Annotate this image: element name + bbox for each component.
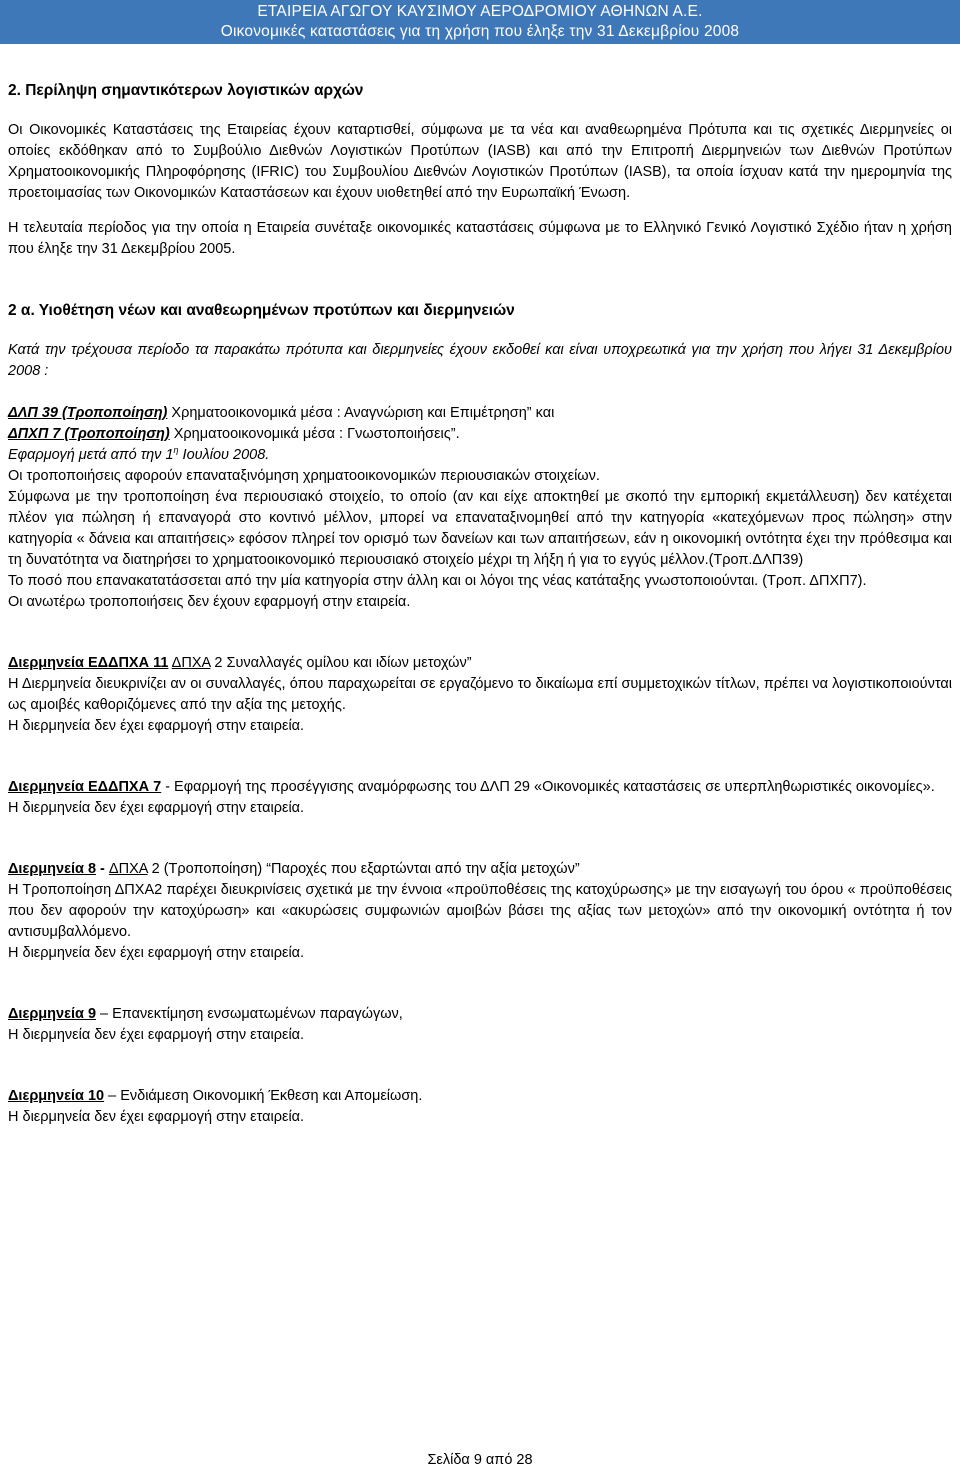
effective-date-month: Ιουλίου 2008. <box>178 447 270 463</box>
section-2-paragraph-1: Οι Οικονομικές Καταστάσεις της Εταιρείας έχουν καταρτισθεί, σύμφωνα με τα νέα και αναθεωρημένα Πρότυπα και τις σχετικές Διερμηνείες οι οποίες εκδόθηκαν από το Συμβούλιο Διεθνών Λογιστικών Προτύπων (IASB) και από την Επιτροπή Διερμηνειών των Διεθνών Προτύπων Χρηματοοικονομικής Πληροφόρησης (IFRIC) του Συμβουλίου Διεθνών Λογιστικών Προτύπων (IASB), τα οποία ίσχυαν κατά την ημερομηνία της προετοιμασίας των Οικονομικών Καταστάσεων και έχουν υιοθετηθεί από την Ευρωπαϊκή Ένωση. <box>8 122 952 201</box>
ias39-label: ΔΛΠ 39 (Τροποποίηση) <box>8 405 168 421</box>
ifric8-body: Η Τροποποίηση ΔΠΧΑ2 παρέχει διευκρινίσεις σχετικά με την έννοια «προϋποθέσεις της κατοχύρωσης» με την εισαγωγή του όρου « προϋποθέσεις που δεν αφορούν την κατοχύρωση» και «ακυρώσεις συμφωνιών αμοιβών βάσει της αξίας των μετοχών» από την οικονομική οντότητα ή τον αντισυμβαλλόμενο. <box>8 882 952 940</box>
section-2a-title: 2 α. Υιοθέτηση νέων και αναθεωρημένων προτύπων και διερμηνειών <box>8 302 515 319</box>
amendment-applicability: Οι ανωτέρω τροποποιήσεις δεν έχουν εφαρμογή στην εταιρεία. <box>8 594 411 610</box>
ifric9-title: – Επανεκτίμηση ενσωματωμένων παραγώγων, <box>96 1006 403 1022</box>
amendment-disclosure: Το ποσό που επανακατατάσσεται από την μία κατηγορία στην άλλη και οι λόγοι της νέας κατάταξης γνωστοποιούνται. (Τροπ. ΔΠΧΠ7). <box>8 573 867 589</box>
document-header <box>0 0 960 44</box>
ifric11-body: Η Διερμηνεία διευκρινίζει αν οι συναλλαγές, όπου παραχωρείται σε εργαζόμενο το δικαίωμα επί συμμετοχικών τίτλων, πρέπει να λογιστικοποιούνται ως αμοιβές καθοριζόμενες από την αξία της μετοχής. <box>8 676 952 713</box>
ifric10-label: Διερμηνεία 10 <box>8 1088 105 1104</box>
ifrs7-text: Χρηματοοικονομικά μέσα : Γνωστοποιήσεις”. <box>169 426 460 442</box>
section-2-paragraph-2: Η τελευταία περίοδος για την οποία η Εταιρεία συνέταξε οικονομικές καταστάσεις σύμφωνα με το Ελληνικό Γενικό Λογιστικό Σχέδιο ήταν η χρήση που έληξε την 31 Δεκεμβρίου 2005. <box>8 220 952 257</box>
effective-date-text: Εφαρμογή μετά από την 1 <box>8 447 174 463</box>
ifric9-note: Η διερμηνεία δεν έχει εφαρμογή στην εταιρεία. <box>8 1027 305 1043</box>
ifric10-note: Η διερμηνεία δεν έχει εφαρμογή στην εταιρεία. <box>8 1109 305 1125</box>
section-2a-intro: Κατά την τρέχουσα περίοδο τα παρακάτω πρότυπα και διερμηνείες έχουν εκδοθεί και είναι υποχρεωτικά για την χρήση που λήγει 31 Δεκεμβρίου 2008 : <box>8 342 952 379</box>
ifric9-heading <box>8 1004 952 1025</box>
ifric8-title: 2 (Τροποποίηση) “Παροχές που εξαρτώνται από την αξία μετοχών” <box>147 861 580 877</box>
ifric7-title: - Εφαρμογή της προσέγγισης αναμόρφωσης του ΔΛΠ 29 «Οικονομικές καταστάσεις σε υπερπληθωριστικές οικονομίες». <box>161 779 935 795</box>
ifric9-label: Διερμηνεία 9 <box>8 1006 97 1022</box>
ifric8-ref: ΔΠΧΑ <box>108 861 148 877</box>
ifric10-heading <box>8 1086 952 1107</box>
amendment-detail: Σύμφωνα με την τροποποίηση ένα περιουσιακό στοιχείο, το οποίο (αν και είχε αποκτηθεί με σκοπό την εμπορική εκμετάλλευση) δεν κατέχεται πλέον για πώληση ή επαναγορά στο κοντινό μέλλον, μπορεί να επαναταξινομηθεί από την κατηγορία «κατεχόμενων προς πώληση» στην κατηγορία « δάνεια και απαιτήσεις» εφόσον πληρεί τον ορισμό των δανείων και των απαιτήσεων, εάν η οικονομική οντότητα έχει την πρόθεσιμα και τη δυνατότητα να διατηρήσει το χρηματοοικονομικό περιουσιακό στοιχείο μέχρι τη λήξη ή για το εγγύς μέλλον.(Τροπ.ΔΛΠ39) <box>8 489 952 568</box>
page-body <box>8 80 952 1128</box>
ifric11-label: Διερμηνεία ΕΔΔΠΧΑ 11 <box>8 655 169 671</box>
company-name: ΕΤΑΙΡΕΙΑ ΑΓΩΓΟΥ ΚΑΥΣΙΜΟΥ ΑΕΡΟΔΡΟΜΙΟΥ ΑΘΗΝΩΝ Α.Ε. <box>257 3 703 20</box>
amendment-summary: Οι τροποποιήσεις αφορούν επαναταξινόμηση χρηματοοικονομικών περιουσιακών στοιχείων. <box>8 468 600 484</box>
ifrs7-label: ΔΠΧΠ 7 (Τροποποίηση) <box>8 426 170 442</box>
ifric11-ref: ΔΠΧΑ <box>171 655 211 671</box>
ifric7-heading <box>8 777 952 798</box>
ifric8-heading <box>8 859 952 880</box>
ifric7-note: Η διερμηνεία δεν έχει εφαρμογή στην εταιρεία. <box>8 800 305 816</box>
ifric11-title: 2 Συναλλαγές ομίλου και ιδίων μετοχών” <box>210 655 472 671</box>
effective-date-sup: η <box>173 445 179 456</box>
report-subtitle: Οικονομικές καταστάσεις για τη χρήση που έληξε την 31 Δεκεμβρίου 2008 <box>220 23 740 40</box>
ifric8-label: Διερμηνεία 8 <box>8 861 97 877</box>
ifric8-note: Η διερμηνεία δεν έχει εφαρμογή στην εταιρεία. <box>8 945 305 961</box>
effective-date-line <box>8 445 952 466</box>
ifric8-dash: - <box>96 861 109 877</box>
ifric11-heading <box>8 653 952 674</box>
ifrs7-line <box>8 424 952 445</box>
ifric11-note: Η διερμηνεία δεν έχει εφαρμογή στην εταιρεία. <box>8 718 305 734</box>
ifric10-title: – Ενδιάμεση Οικονομική Έκθεση και Απομείωση. <box>104 1088 423 1104</box>
ias39-text: Χρηματοοικονομικά μέσα : Αναγνώριση και Επιμέτρηση” και <box>167 405 555 421</box>
ias39-line <box>8 403 952 424</box>
section-2-title: 2. Περίληψη σημαντικότερων λογιστικών αρχών <box>8 82 364 99</box>
page-number: Σελίδα 9 από 28 <box>427 1452 533 1468</box>
ifric7-label: Διερμηνεία ΕΔΔΠΧΑ 7 <box>8 779 162 795</box>
